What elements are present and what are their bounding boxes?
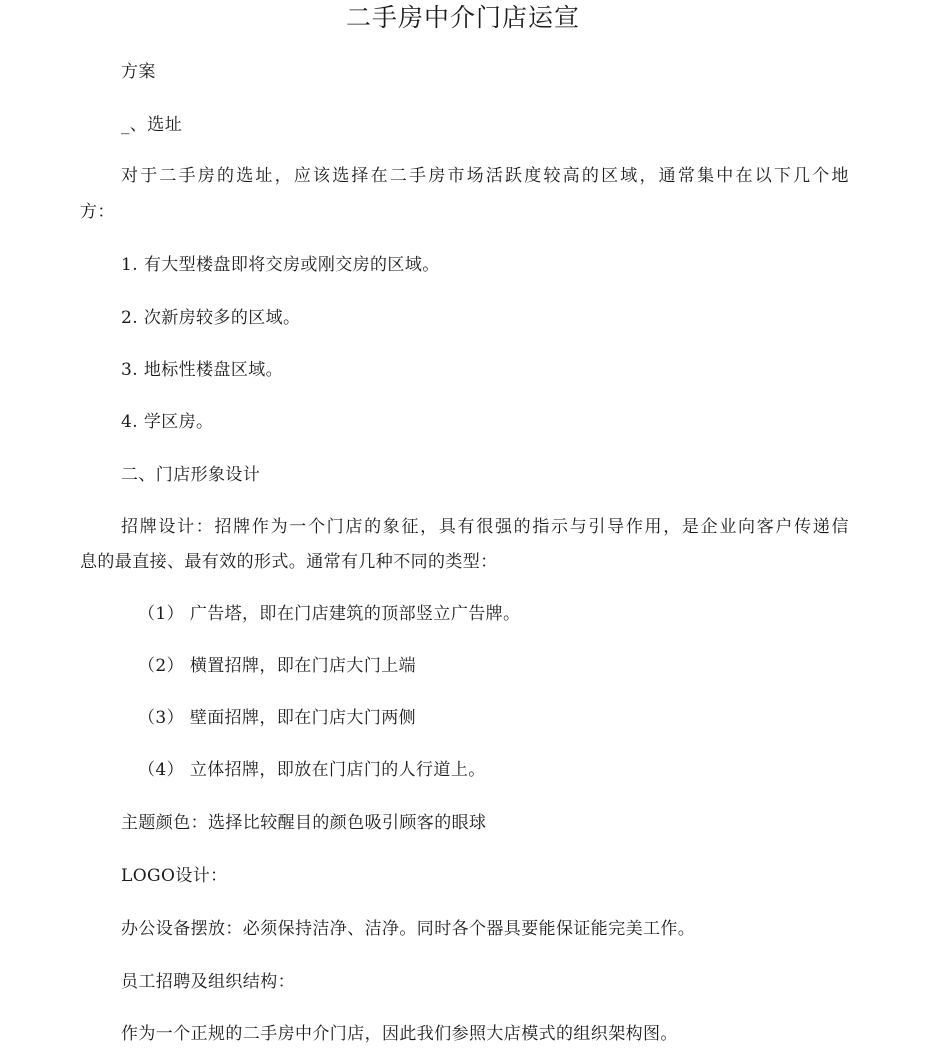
paragraph-signage-line-2: 息的最直接、最有效的形式。通常有几种不同的类型： bbox=[80, 552, 498, 572]
signage-type-1: （1） 广告塔，即在门店建筑的顶部竖立广告牌。 bbox=[138, 604, 521, 624]
list-item-1: 1. 有大型楼盘即将交房或刚交房的区域。 bbox=[121, 255, 440, 275]
paragraph-site-selection-line-1: 对于二手房的选址，应该选择在二手房市场活跃度较高的区域，通常集中在以下几个地 bbox=[121, 166, 849, 186]
paragraph-theme-color: 主题颜色：选择比较醒目的颜色吸引顾客的眼球 bbox=[121, 813, 487, 833]
paragraph-org-structure: 作为一个正规的二手房中介门店，因此我们参照大店模式的组织架构图。 bbox=[121, 1024, 678, 1044]
signage-type-2: （2） 横置招牌，即在门店大门上端 bbox=[138, 656, 417, 676]
section-heading-site-selection: _、选址 bbox=[121, 115, 183, 135]
list-item-3: 3. 地标性楼盘区域。 bbox=[121, 360, 284, 380]
paragraph-signage-line-1: 招牌设计：招牌作为一个门店的象征，具有很强的指示与引导作用，是企业向客户传递信 bbox=[121, 517, 849, 537]
paragraph-staff-recruitment: 员工招聘及组织结构： bbox=[121, 972, 295, 992]
heading-plan: 方案 bbox=[121, 62, 156, 82]
section-heading-store-image: 二、门店形象设计 bbox=[121, 465, 261, 485]
list-item-2: 2. 次新房较多的区域。 bbox=[121, 308, 301, 328]
signage-type-3: （3） 壁面招牌，即在门店大门两侧 bbox=[138, 708, 417, 728]
list-item-4: 4. 学区房。 bbox=[121, 412, 214, 432]
paragraph-site-selection-line-2: 方： bbox=[80, 202, 115, 222]
paragraph-office-equipment: 办公设备摆放：必须保持洁净、洁净。同时各个器具要能保证能完美工作。 bbox=[121, 919, 696, 939]
document-title: 二手房中介门店运宣 bbox=[345, 3, 580, 32]
paragraph-logo-design: LOGO设计： bbox=[121, 866, 228, 886]
signage-type-4: （4） 立体招牌，即放在门店门的人行道上。 bbox=[138, 760, 486, 780]
